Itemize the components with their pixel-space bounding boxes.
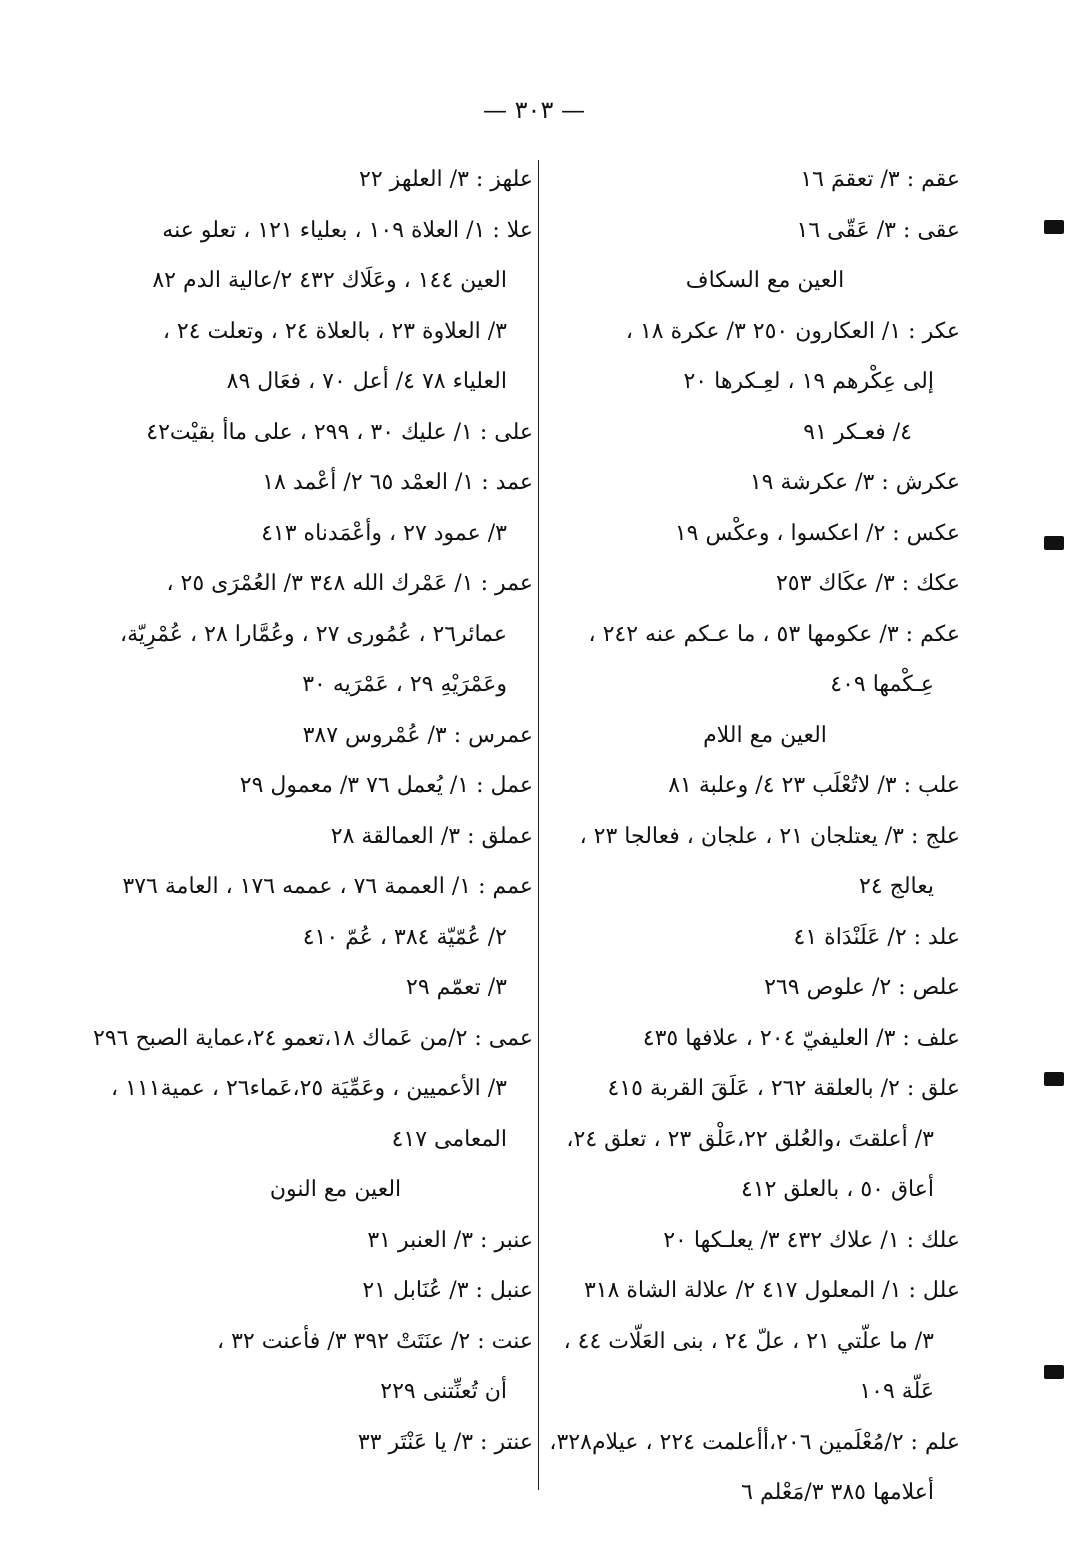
index-line: أن تُعنِّتنى ٢٢٩ (380, 1379, 507, 1404)
index-line: المعامى ٤١٧ (391, 1126, 507, 1152)
index-line: عكم : ٣/ عكومها ٥٣ ، ما عـكم عنه ٢٤٢ ، (588, 621, 960, 647)
index-line: عمد : ١/ العمْد ٦٥ ٢/ أعْمد ١٨ (262, 470, 533, 495)
index-line: أعاق ٥٠ ، بالعلق ٤١٢ (741, 1177, 934, 1202)
index-line: عمم : ١/ العممة ٧٦ ، عممه ١٧٦ ، العامة ٣٧٦ (122, 874, 533, 899)
margin-mark (1044, 220, 1064, 234)
index-line: علد : ٢/ عَلَنْدَاة ٤١ (793, 924, 960, 950)
margin-mark (1044, 1072, 1064, 1086)
index-line: أعلامها ٣٨٥ ٣/مَعْلم ٦ (741, 1480, 934, 1505)
index-line: علل : ١/ المعلول ٤١٧ ٢/ علالة الشاة ٣١٨ (583, 1278, 960, 1303)
index-line: عنبر : ٣/ العنبر ٣١ (367, 1227, 533, 1253)
index-line: علك : ١/ علاك ٤٣٢ ٣/ يعلـكها ٢٠ (663, 1227, 960, 1253)
index-line: علج : ٣/ يعتلجان ٢١ ، علجان ، فعالجا ٢٣ ، (579, 823, 960, 849)
index-line: ٢/ عُمّيّة ٣٨٤ ، عُمّ ٤١٠ (302, 924, 507, 950)
index-line: ٣/ أعلقتَ ،والعُلق ٢٢،عَلْق ٢٣ ، تعلق ٢٤، (566, 1126, 934, 1152)
index-line: يعالج ٢٤ (859, 874, 934, 899)
index-line: ٣/ العلاوة ٢٣ ، بالعلاة ٢٤ ، وتعلت ٢٤ ، (162, 318, 507, 344)
index-line: عمائر٢٦ ، عُمُورى ٢٧ ، وعُمَّارا ٢٨ ، عُمْرِيّة، (120, 621, 507, 647)
margin-mark (1044, 536, 1064, 550)
index-line: عقم : ٣/ تعقمَ ١٦ (800, 167, 960, 192)
index-line: عمرس : ٣/ عُمْروس ٣٨٧ (302, 722, 533, 748)
index-line: عكك : ٣/ عكَاك ٢٥٣ (775, 571, 960, 596)
page-number: — ٣٠٣ — (483, 96, 585, 124)
index-line: إلى عِكْرهم ١٩ ، لعِـكرها ٢٠ (683, 369, 934, 394)
index-line: ٣/ تعمّم ٢٩ (406, 975, 507, 1000)
index-line: علم : ٢/مُعْلَمين ٢٠٦،أأعلمت ٢٢٤ ، عيلام٣٢٨، (549, 1429, 960, 1455)
index-line: عمر : ١/ عَمْرك الله ٣٤٨ ٣/ العُمْرَى ٢٥ ، (166, 571, 533, 596)
section-heading: العين مع النون (269, 1177, 402, 1202)
index-line: عمى : ٢/من عَماك ١٨،تعمو ٢٤،عماية الصبح ٢٩٦ (93, 1025, 533, 1051)
index-line: عمل : ١/ يُعمل ٧٦ ٣/ معمول ٢٩ (239, 773, 533, 798)
index-line: علب : ٣/ لاتُعْلَب ٢٣ ٤/ وعلبة ٨١ (668, 773, 960, 798)
index-line: وعَمْرَيْهِ ٢٩ ، عَمْرَيه ٣٠ (302, 672, 507, 697)
section-heading: العين مع السكاف (685, 268, 845, 293)
index-line: ٣/ الأعميين ، وعَمِّيَة ٢٥،عَماء٢٦ ، عمية١١١ ، (111, 1076, 507, 1101)
index-line: عملق : ٣/ العمالقة ٢٨ (330, 823, 533, 849)
margin-mark (1044, 1365, 1064, 1379)
index-line: عكرش : ٣/ عكرشة ١٩ (749, 470, 960, 495)
right-column (540, 155, 960, 1505)
index-line: ٣/ عمود ٢٧ ، وأعْمَدناه ٤١٣ (261, 520, 507, 546)
index-line: عكس : ٢/ اعكسوا ، وعكْس ١٩ (674, 520, 960, 546)
left-column (93, 155, 533, 1495)
index-line: علص : ٢/ علوص ٢٦٩ (764, 975, 960, 1000)
index-line: عكر : ١/ العكارون ٢٥٠ ٣/ عكرة ١٨ ، (625, 318, 960, 344)
index-line: عقى : ٣/ عَقّى ١٦ (796, 217, 960, 243)
index-line: على : ١/ عليك ٣٠ ، ٢٩٩ ، على ماأ بقيْت٤٢ (146, 419, 533, 445)
index-line: عنبل : ٣/ عُنَابل ٢١ (362, 1278, 533, 1303)
index-line: ٤/ فعـكر ٩١ (803, 419, 912, 445)
index-line: علف : ٣/ العليفيّ ٢٠٤ ، علافها ٤٣٥ (642, 1025, 960, 1051)
index-line: ٣/ ما علّتي ٢١ ، علّ ٢٤ ، بنى العَلّات ٤٤ ، (563, 1328, 934, 1354)
index-line: علهز : ٣/ العلهز ٢٢ (359, 167, 533, 192)
section-heading: العين مع اللام (703, 722, 827, 748)
index-line: عَلّة ١٠٩ (859, 1379, 934, 1404)
index-line: عِـكْمها ٤٠٩ (830, 672, 934, 697)
index-line: العلياء ٧٨ ٤/ أعل ٧٠ ، فعَال ٨٩ (226, 369, 507, 394)
index-line: العين ١٤٤ ، وعَلَاك ٤٣٢ ٢/عالية الدم ٨٢ (152, 268, 507, 293)
index-line: عنتر : ٣/ يا عَنْتَر ٣٣ (357, 1429, 533, 1455)
index-line: علق : ٢/ بالعلقة ٢٦٢ ، عَلَقَ القربة ٤١٥ (607, 1076, 960, 1101)
column-divider (538, 160, 539, 1490)
index-line: عنت : ٢/ عنَتَتْ ٣٩٢ ٣/ فأعنت ٣٢ ، (216, 1328, 533, 1354)
index-line: علا : ١/ العلاة ١٠٩ ، بعلياء ١٢١ ، تعلو عنه (162, 217, 533, 243)
